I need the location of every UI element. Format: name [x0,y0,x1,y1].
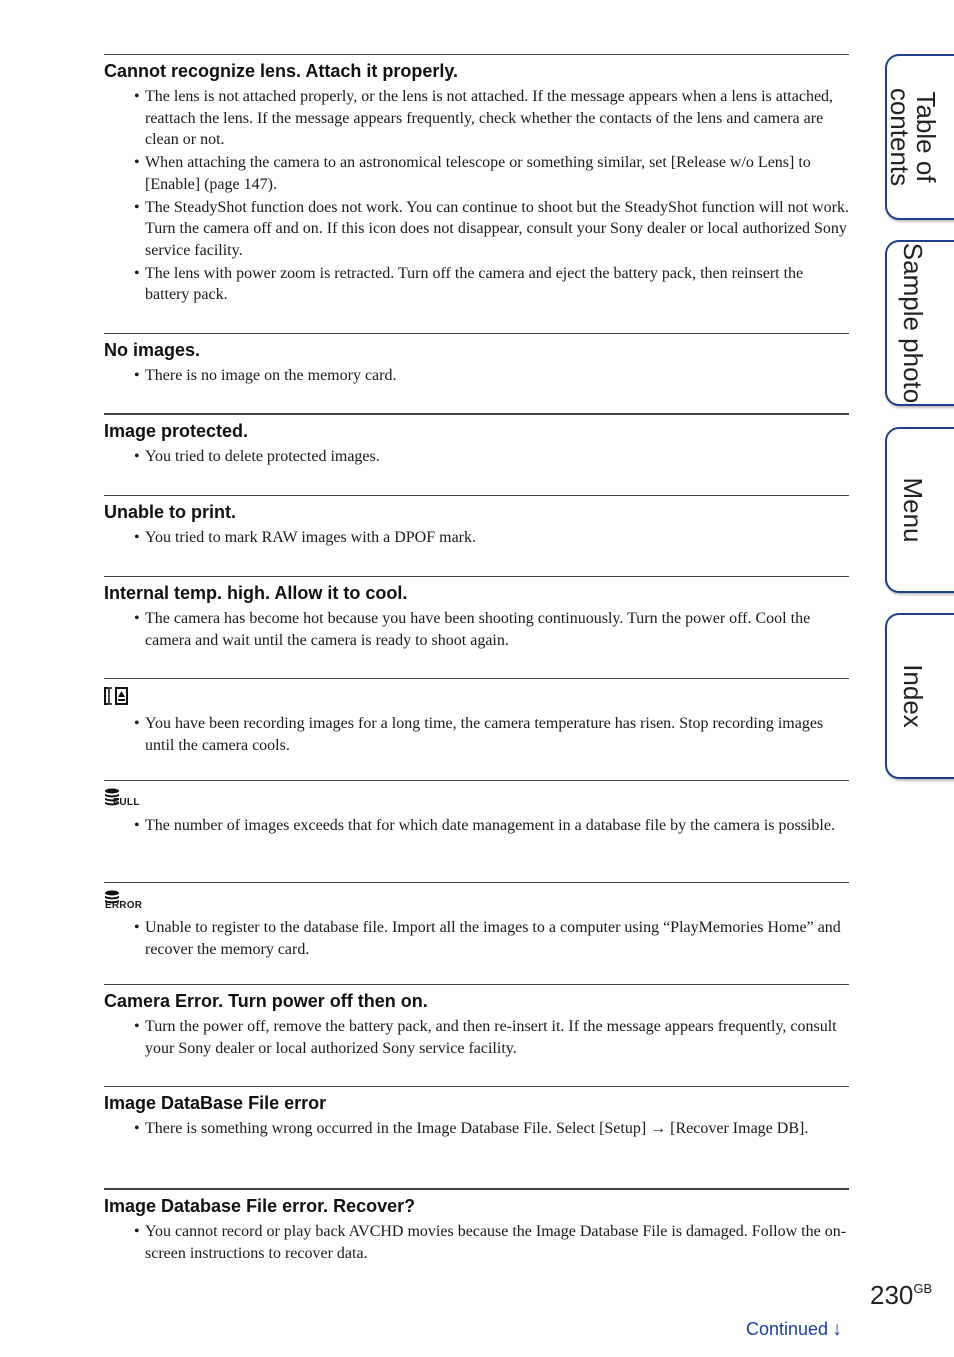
bullet-list [104,446,849,468]
bullet-list [104,608,849,651]
bullet-list [104,1016,849,1059]
section-lens-error [104,54,849,333]
overheat-warning-icon [104,686,130,706]
section-unable-to-print [104,495,849,576]
section-overheat-icon [104,678,849,780]
tab-index[interactable] [885,613,954,779]
continued-label: Continued [746,1319,829,1339]
list-item: • The lens with power zoom is retracted. Turn off the camera and eject the battery pack, then reinsert the battery pack. [145,263,849,306]
bullet-list [104,86,849,306]
section-heading: Internal temp. high. Allow it to cool. [104,583,408,603]
tab-table-of-contents[interactable] [885,54,954,220]
section-database-error [104,882,849,984]
tab-sample-photo[interactable] [885,240,954,406]
list-item: • The camera has become hot because you have been shooting continuously. Turn the power off. Cool the camera and wait until the camera is ready to shoot again. [145,608,849,651]
section-icon-heading [104,890,849,912]
list-item: • Turn the power off, remove the battery pack, and then re-insert it. If the message appears frequently, consult your Sony dealer or local authorized Sony service facility. [145,1016,849,1059]
list-item: • When attaching the camera to an astronomical telescope or something similar, set [Release w/o Lens] to [Enable] (page 147). [145,152,849,195]
section-heading: No images. [104,340,201,360]
section-heading: Unable to print. [104,502,236,522]
section-icon-heading [104,686,849,708]
section-heading: Image Database File error. Recover? [104,1196,416,1216]
main-content [104,54,849,1280]
bullet-list [104,713,849,756]
bullet-list [104,1221,849,1264]
section-heading: Image DataBase File error [104,1093,327,1113]
list-item: • You tried to mark RAW images with a DPOF mark. [145,527,849,549]
section-icon-heading [104,788,849,810]
tab-menu[interactable] [885,427,954,593]
section-database-file-error [104,1086,849,1188]
list-item: • The SteadyShot function does not work. You can continue to shoot but the SteadyShot function will not work. Turn the camera off and on. If this icon does not disappear, consult your Sony dealer or local authorized Sony service facility. [145,197,849,262]
database-full-label: FULL [113,797,140,808]
section-heading: Cannot recognize lens. Attach it properly. [104,61,459,81]
bullet-list [104,815,849,837]
tab-label: Menu [898,477,928,543]
section-internal-temp [104,576,849,678]
list-item: • There is no image on the memory card. [145,365,849,387]
arrow-down-icon: ↓ [832,1318,843,1340]
bullet-list [104,527,849,549]
list-item: • You have been recording images for a long time, the camera temperature has risen. Stop recording images until the camera cools. [145,713,849,756]
section-image-protected [104,413,849,495]
tab-label: Table of contents [885,87,941,187]
page-number [870,1280,932,1311]
page-number-suffix: GB [913,1281,933,1296]
continued-link[interactable] [746,1318,842,1341]
list-item: • The lens is not attached properly, or the lens is not attached. If the message appears when a lens is attached, reattach the lens. If the message appears frequently, check whether the contacts of the lens and camera are clean or not. [145,86,849,151]
section-database-full [104,780,849,882]
list-item: • The number of images exceeds that for which date management in a database file by the camera is possible. [145,815,849,837]
list-item: • You tried to delete protected images. [145,446,849,468]
tab-label: Sample photo [898,242,928,404]
list-item: • You cannot record or play back AVCHD movies because the Image Database File is damaged. Follow the on-screen instructions to recover data. [145,1221,849,1264]
bullet-list [104,365,849,387]
database-error-label: ERROR [105,900,143,911]
bullet-list [104,1118,849,1140]
section-no-images [104,333,849,413]
section-heading: Camera Error. Turn power off then on. [104,991,428,1011]
list-item: • There is something wrong occurred in the Image Database File. Select [Setup] → [Recover Image DB]. [145,1118,849,1140]
bullet-list [104,917,849,960]
section-camera-error [104,984,849,1086]
page-number-value: 230 [870,1280,914,1310]
tab-label: Index [898,664,928,728]
list-item: • Unable to register to the database file. Import all the images to a computer using “PlayMemories Home” and recover the memory card. [145,917,849,960]
section-database-recover [104,1188,849,1280]
section-heading: Image protected. [104,421,249,441]
